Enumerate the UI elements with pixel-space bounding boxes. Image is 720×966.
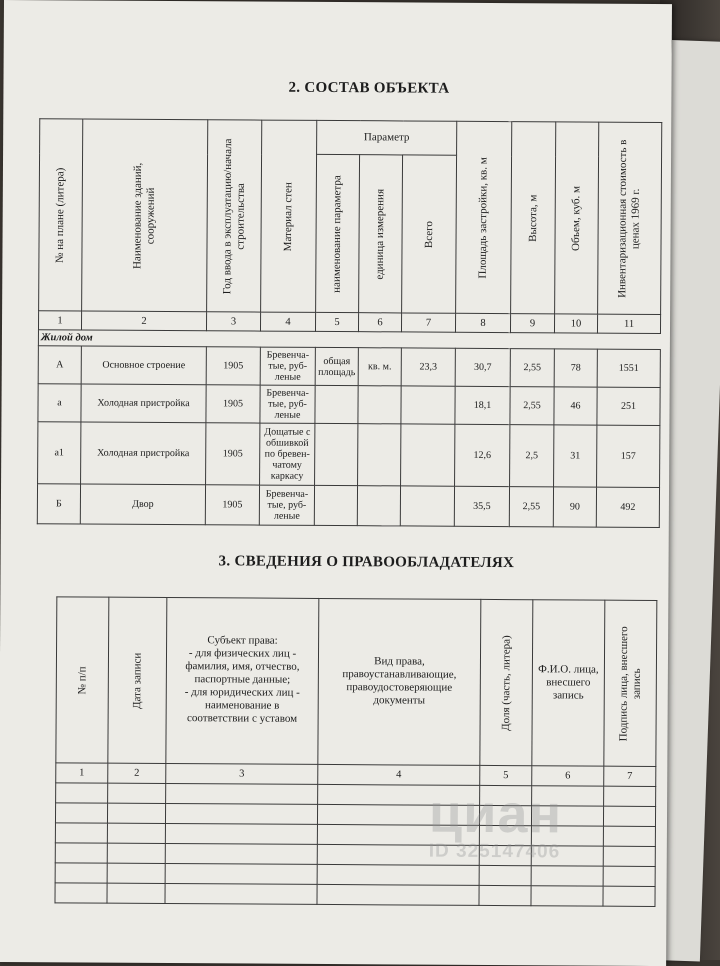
header-row-number: № п/п [56,597,109,763]
header-building-name: Наименование зданий, сооружений [82,119,208,312]
header-param-name: наименование параметра [316,154,360,312]
object-composition-table [37,118,662,528]
header-year: Год ввода в эксплуатацию/начала строительства [207,120,262,312]
header-area: Площадь застройки, кв. м [456,121,512,313]
header-share: Доля (часть, литера) [480,599,533,765]
header-right-subject: Субъект права: - для физических лиц - фамилия, имя, отчество, паспортные данные; - для юридических лиц - наименование в соответствии с уставом [166,598,319,765]
listing-id: ID 325147406 [428,840,561,863]
header-wall-material: Материал стен [261,120,317,312]
header-total: Всего [402,155,457,313]
table-row: А Основное строение 1905 Бревенча-тые, руб-леные общая площадь кв. м. 23,3 30,7 2,55 78 1551 [38,346,660,388]
cian-watermark [429,783,563,864]
table-row: а Холодная пристройка 1905 Бревенча-тые, руб-леные 18,1 2,55 46 251 [38,384,660,426]
table-row: а1 Холодная пристройка 1905 Дощатые с обшивкой по бревен-чатому каркасу 12,6 2,5 31 157 [38,422,660,488]
header-plan-number: № на плане (литера) [39,119,83,311]
header-height: Высота, м [511,122,556,314]
column-numbers-row: 1 2 3 4 5 6 7 8 9 10 11 [38,311,660,334]
group-label: Жилой дом [38,330,660,350]
header-recorder-name: Ф.И.О. лица, внесшего запись [532,600,605,766]
header-record-date: Дата записи [108,597,167,763]
header-parameter: Параметр [317,120,457,155]
owners-table [54,596,657,907]
table-row [55,883,655,907]
header-signature: Подпись лица, внесшего запись [604,600,657,766]
cian-logo: циан [428,783,563,845]
header-unit: единица измерения [359,155,403,313]
header-inventory-cost: Инвентаризационная стоимость в ценах 1969 г. [598,122,662,314]
header-volume: Объем, куб. м [555,122,599,314]
column-numbers-row: 1 2 3 4 5 6 7 [56,763,656,787]
section2-title: 2. СОСТАВ ОБЪЕКТА [288,79,450,97]
table-row: Б Двор 1905 Бревенча-тые, руб-леные 35,5 2,55 90 492 [37,484,659,528]
section3-title: 3. СВЕДЕНИЯ О ПРАВООБЛАДАТЕЛЯХ [218,553,515,572]
header-right-type: Вид права, правоустанавливающие, правоудостоверяющие документы [318,598,481,765]
